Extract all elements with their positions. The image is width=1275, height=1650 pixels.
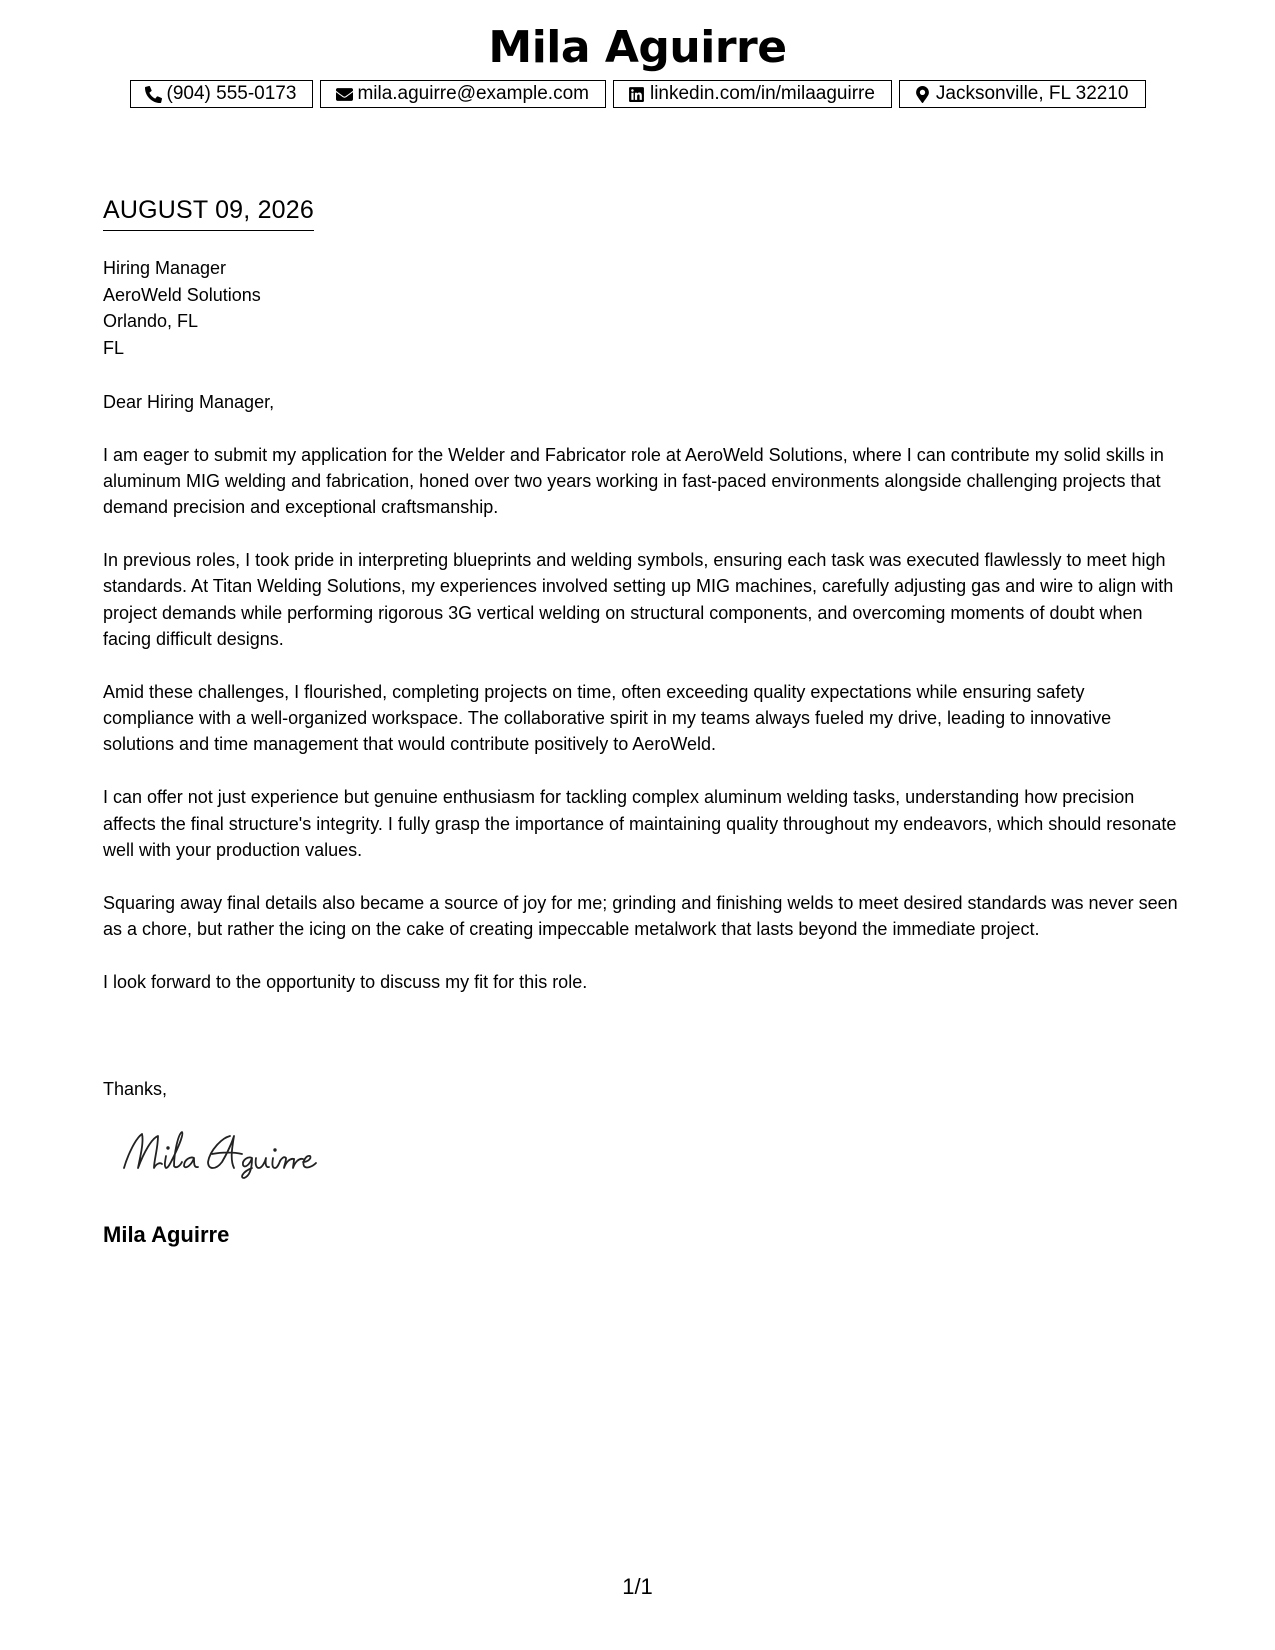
- contact-location: [899, 80, 1146, 108]
- contact-info-row: [0, 80, 1275, 108]
- contact-email: [320, 80, 606, 108]
- map-marker-icon: [914, 85, 932, 103]
- body-paragraph: I can offer not just experience but genuine enthusiasm for tackling complex aluminum welding tasks, understanding how precision affects the final structure's integrity. I fully grasp the importance of maintaining quality throughout my endeavors, which should resonate well with your production values.: [103, 787, 1177, 860]
- contact-phone: [130, 80, 314, 108]
- recipient-address: [103, 255, 261, 361]
- recipient-title: Hiring Manager: [103, 258, 227, 278]
- body-paragraph: Amid these challenges, I flourished, completing projects on time, often exceeding quality expectations while ensuring safety compliance with a well-organized workspace. The collaborative spirit in my teams always fueled my drive, leading to innovative solutions and time management that would contribute positively to AeroWeld.: [103, 681, 1112, 755]
- recipient-company: AeroWeld Solutions: [103, 284, 261, 305]
- phone-icon: [145, 85, 163, 103]
- location-text: Jacksonville, FL 32210: [935, 83, 1129, 104]
- page-number: 1/1: [622, 1574, 653, 1599]
- linkedin-text: linkedin.com/in/milaaguirre: [649, 83, 875, 104]
- body-paragraph: I am eager to submit my application for the Welder and Fabricator role at AeroWeld Solutions, where I can contribute my solid skills in aluminum MIG welding and fabrication, honed over two years working in fast-paced environments alongside challenging projects that demand precision and exceptional craftsmanship.: [103, 444, 1164, 518]
- letter-closing: Thanks,: [103, 1079, 168, 1099]
- body-paragraph: In previous roles, I took pride in interpreting blueprints and welding symbols, ensuring each task was executed flawlessly to meet high standards. At Titan Welding Solutions, my experiences involved setting up MIG machines, carefully adjusting gas and wire to align with project demands while performing rigorous 3G vertical welding on structural components, and overcoming moments of doubt when facing difficult designs.: [103, 550, 1174, 650]
- signer-name: Mila Aguirre: [103, 1222, 230, 1247]
- envelope-icon: [335, 85, 353, 103]
- handwritten-signature: [118, 1124, 358, 1180]
- body-paragraph: I look forward to the opportunity to discuss my fit for this role.: [103, 971, 588, 992]
- recipient-state: FL: [103, 337, 125, 358]
- phone-text: (904) 555-0173: [166, 83, 297, 104]
- letter-body: [103, 389, 1178, 1022]
- applicant-name-heading: Mila Aguirre: [488, 22, 787, 73]
- body-paragraph: Squaring away final details also became a source of joy for me; grinding and finishing welds to meet desired standards was never seen as a chore, but rather the icing on the cake of creating impeccable metalwork that lasts beyond the immediate project.: [103, 892, 1178, 939]
- letter-date: AUGUST 09, 2026: [103, 194, 314, 231]
- recipient-city: Orlando, FL: [103, 311, 199, 331]
- email-text: mila.aguirre@example.com: [357, 83, 589, 104]
- salutation: Dear Hiring Manager,: [103, 392, 275, 412]
- contact-linkedin: [613, 80, 892, 108]
- linkedin-icon: [628, 85, 646, 103]
